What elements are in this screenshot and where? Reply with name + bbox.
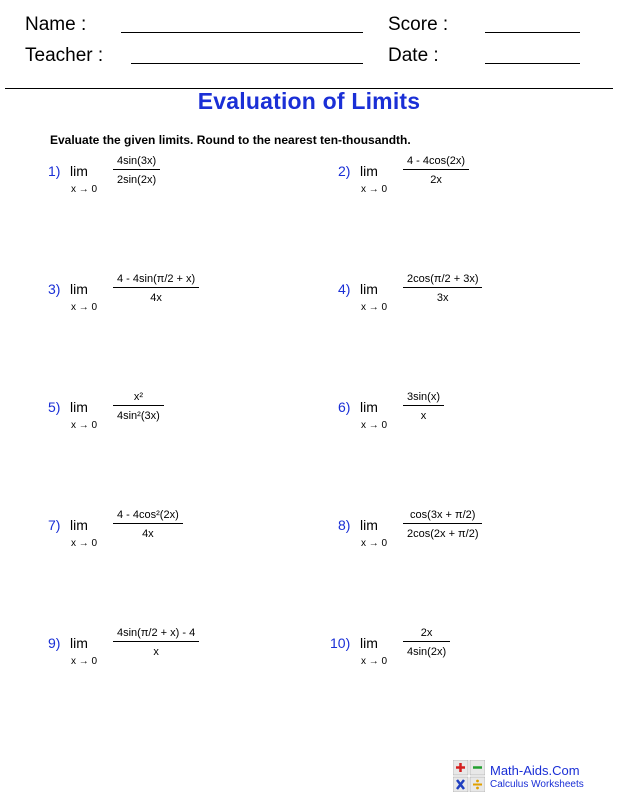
name-line[interactable] (121, 32, 363, 33)
approach-label: x → 0 (71, 656, 98, 667)
denominator: 4sin²(3x) (117, 410, 160, 422)
lim-label: lim (70, 281, 88, 297)
name-label: Name : (25, 14, 87, 35)
problem-number: 6) (338, 399, 351, 415)
fraction (403, 627, 450, 658)
numerator: 4 - 4sin(π/2 + x) (113, 273, 199, 288)
fraction (113, 509, 183, 540)
numerator: x² (113, 391, 164, 406)
teacher-line[interactable] (131, 63, 363, 64)
numerator: 4 - 4cos(2x) (403, 155, 469, 170)
approach-label: x → 0 (361, 656, 388, 667)
lim-label: lim (360, 399, 378, 415)
fraction (403, 273, 482, 304)
fraction (403, 155, 469, 186)
lim-label: lim (70, 517, 88, 533)
lim-label: lim (70, 399, 88, 415)
fraction (113, 273, 199, 304)
brand-subtitle: Calculus Worksheets (490, 779, 584, 790)
math-aids-logo-icon (453, 760, 485, 792)
fraction (403, 391, 444, 422)
approach-label: x → 0 (361, 538, 388, 549)
page-title: Evaluation of Limits (197, 88, 421, 114)
numerator: 2x (403, 627, 450, 642)
fraction (403, 509, 482, 540)
lim-label: lim (360, 517, 378, 533)
numerator: 4sin(3x) (113, 155, 160, 170)
fraction (113, 155, 160, 186)
denominator: x (420, 410, 427, 422)
approach-label: x → 0 (361, 420, 388, 431)
fraction (113, 391, 164, 422)
denominator: 2cos(2x + π/2) (407, 528, 479, 540)
date-line[interactable] (485, 63, 580, 64)
problem-1 (40, 155, 300, 222)
lim-label: lim (70, 163, 88, 179)
denominator: 2x (430, 174, 442, 186)
denominator: x (153, 646, 159, 658)
problem-number: 9) (48, 635, 61, 651)
problem-number: 1) (48, 163, 61, 179)
date-label: Date : (388, 45, 439, 66)
problem-number: 8) (338, 517, 351, 533)
numerator: 4 - 4cos²(2x) (113, 509, 183, 524)
problem-number: 10) (330, 635, 351, 651)
numerator: 2cos(π/2 + 3x) (403, 273, 482, 288)
lim-label: lim (360, 281, 378, 297)
approach-label: x → 0 (71, 184, 98, 195)
denominator: 4sin(2x) (407, 646, 447, 658)
score-line[interactable] (485, 32, 580, 33)
denominator: 2sin(2x) (117, 174, 157, 186)
problem-10 (330, 627, 590, 694)
problem-6 (330, 391, 590, 458)
approach-label: x → 0 (71, 302, 98, 313)
denominator: 4x (142, 528, 154, 540)
teacher-label: Teacher : (25, 45, 104, 66)
problem-2 (330, 155, 590, 222)
numerator: cos(3x + π/2) (403, 509, 482, 524)
brand-name: Math-Aids.Com (490, 763, 580, 778)
fraction (113, 627, 199, 658)
problem-number: 2) (338, 163, 351, 179)
problem-7 (40, 509, 300, 576)
lim-label: lim (70, 635, 88, 651)
instructions: Evaluate the given limits. Round to the nearest ten-thousandth. (50, 133, 411, 147)
problem-number: 3) (48, 281, 61, 297)
lim-label: lim (360, 163, 378, 179)
score-label: Score : (388, 14, 449, 35)
denominator: 3x (436, 292, 449, 304)
lim-label: lim (360, 635, 378, 651)
problem-number: 7) (48, 517, 61, 533)
approach-label: x → 0 (361, 302, 388, 313)
numerator: 3sin(x) (403, 391, 444, 406)
problem-5 (40, 391, 300, 458)
numerator: 4sin(π/2 + x) - 4 (113, 627, 199, 642)
approach-label: x → 0 (361, 184, 388, 195)
problem-number: 4) (338, 281, 351, 297)
denominator: 4x (150, 292, 162, 304)
problem-number: 5) (48, 399, 61, 415)
approach-label: x → 0 (71, 420, 98, 431)
approach-label: x → 0 (71, 538, 98, 549)
